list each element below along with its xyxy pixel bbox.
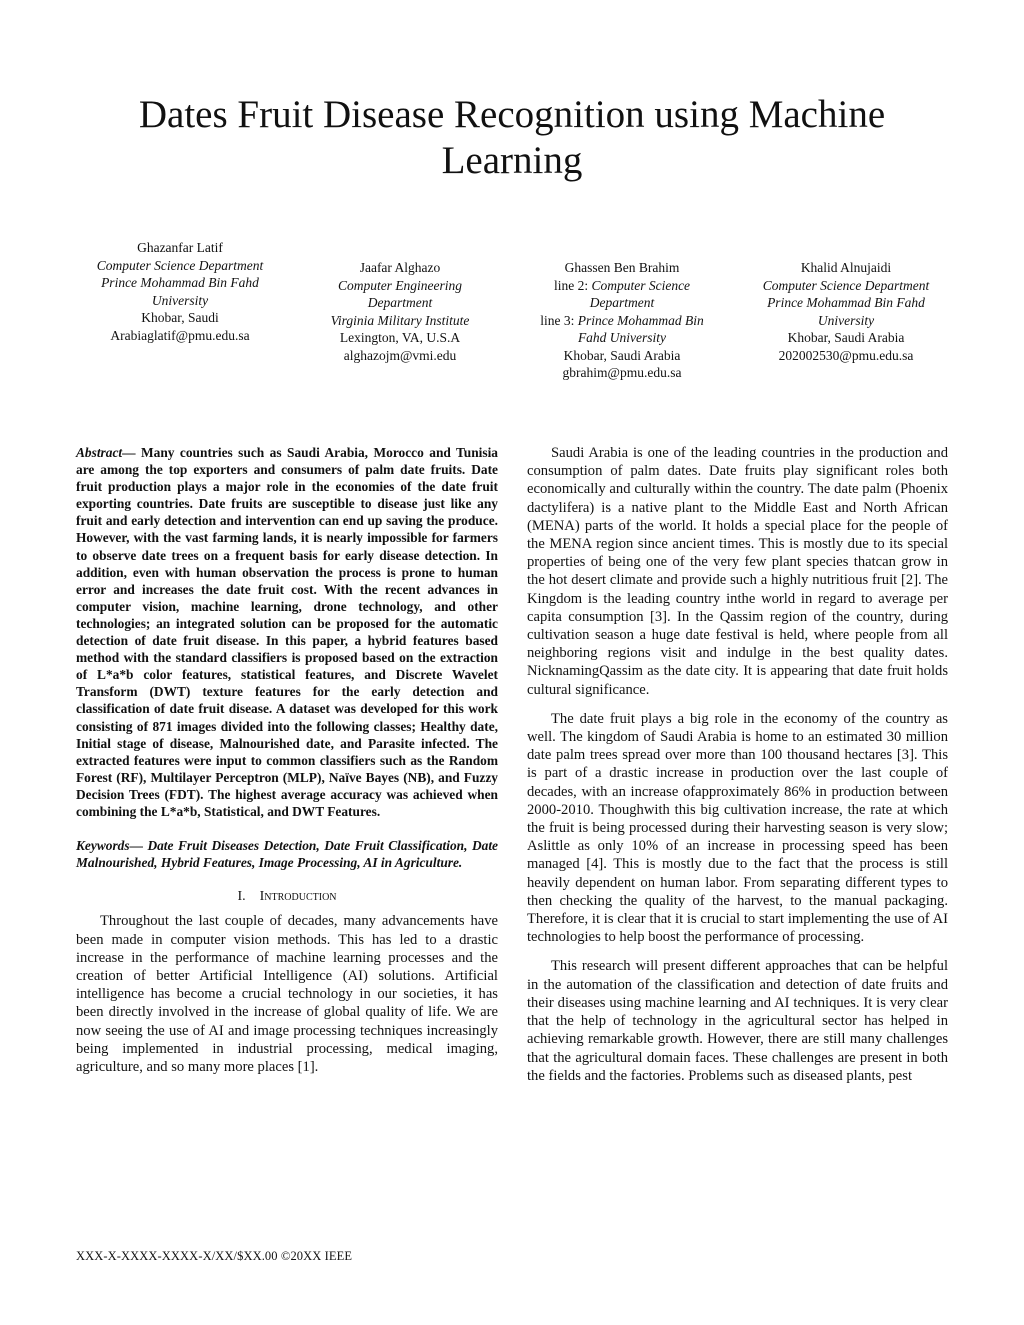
paper-title: Dates Fruit Disease Recognition using Machine Learning [138, 93, 886, 182]
author-block-4 [746, 259, 946, 364]
author-affiliation: Department [589, 295, 655, 310]
abstract [76, 444, 498, 820]
author-name: Ghassen Ben Brahim [564, 260, 680, 275]
author-location: Khobar, Saudi Arabia [787, 330, 905, 345]
right-column [527, 444, 948, 1085]
keywords: Keywords— Date Fruit Diseases Detection, Date Fruit Classification, Date Malnourished, Hybrid Features, Image Processing, AI in Agriculture. [76, 838, 498, 871]
affiliation-text: Computer Science [591, 277, 691, 293]
author-affiliation: University [817, 312, 875, 328]
copyright-footer: XXX-X-XXXX-XXXX-X/XX/$XX.00 ©20XX IEEE [76, 1249, 353, 1263]
author-affiliation: Fahd University [577, 330, 667, 345]
line-prefix: line 3: [540, 312, 578, 328]
author-name: Ghazanfar Latif [137, 240, 223, 255]
author-affiliation: Department [367, 295, 433, 310]
author-email: gbrahim@pmu.edu.sa [562, 365, 682, 380]
body-paragraph: This research will present different approaches that can be helpful in the automation of the classification and detection of date fruits and their diseases using machine learning and AI techniques. It is very clear that the help of technology in the agricultural sector has helped in achieving remarkable growth. However, there are still many challenges that the agricultural domain faces. These challenges are present in both the fields and the factories. Problems such as diseased plants, pest [527, 958, 948, 1084]
author-email: alghazojm@vmi.edu [343, 347, 457, 363]
section-heading [76, 888, 498, 906]
author-affiliation: Virginia Military Institute [330, 312, 470, 328]
author-email: 202002530@pmu.edu.sa [778, 347, 914, 363]
section-title: Introduction [259, 889, 337, 905]
line-prefix: line 2: [553, 277, 592, 293]
body-paragraph: The date fruit plays a big role in the economy of the country as well. The kingdom of Saudi Arabia is home to an estimated 30 million date palm trees spread over more than 100 thousand hectares [3]. This is part of a drastic increase in production over the last couple of decades, with an increase ofapproximately 86% in production between 2000-2010. Thoughwith this big cultivation increase, the rate at which the fruit is being processed during their harvesting season is very slow; Aslittle as only 10% of an increase in processing speed has been managed [4]. This is mostly due to the fact that the process is still heavily dependent on human labor. From separating different types to then checking the quality of the harvest, to the manual packaging. Therefore, it is clear that it is crucial to start implementing the use of AI technologies to help boost the performance of processing. [527, 710, 948, 946]
author-affiliation: Computer Science Department [762, 277, 930, 293]
author-email: Arabiaglatif@pmu.edu.sa [110, 327, 250, 343]
author-affiliation: University [151, 292, 209, 308]
affiliation-text: Prince Mohammad Bin [577, 312, 704, 328]
intro-paragraph: Throughout the last couple of decades, many advancements have been made in computer vision methods. This has led to a drastic increase in the performance of machine learning processes and the creation of better Artificial Intelligence (AI) solutions. Artificial intelligence has become a crucial technology in our societies, it has been directly involved in the increase of global quality of life. We are now seeing the use of AI and image processing techniques increasingly being implemented in industrial processing, medical imaging, agriculture, and so many more places [1]. [76, 913, 498, 1076]
author-block-3 [522, 259, 722, 382]
abstract-label: Abstract [76, 445, 123, 460]
author-name: Jaafar Alghazo [359, 260, 441, 275]
section-number: I. [237, 889, 246, 905]
left-column [76, 444, 498, 1076]
abstract-text: Many countries such as Saudi Arabia, Morocco and Tunisia are among the top exporters and consumers of palm date fruits. Date fruit production plays a major role in the economies of the date fruit exporting countries. Date fruits are susceptible to disease just like any fruit and early detection and intervention can end up saving the produce. However, with the vast farming lands, it is nearly impossible for farmers to observe date trees on a frequent basis for early disease detection. In addition, even with human observation the process is prone to human error and increases the date fruit cost. With the recent advances in computer vision, machine learning, drone technology, and other technologies; an integrated solution can be proposed for the automatic detection of date fruit disease. In this paper, a hybrid features based method with the standard classifiers is proposed based on the extraction of L*a*b color features, statistical features, and Discrete Wavelet Transform (DWT) texture features for the early detection and classification of date fruit disease. A dataset was developed for this work consisting of 871 images divided into the following classes; Healthy date, Initial stage of disease, Malnourished date, and Parasite infected. The extracted features were input to common classifiers such as the Random Forest (RF), Multilayer Perceptron (MLP), Naïve Bayes (NB), and Fuzzy Decision Trees (FDT). The highest average accuracy was achieved when combining the L*a*b, Statistical, and DWT Features. [76, 445, 498, 819]
body-paragraph: Saudi Arabia is one of the leading countries in the production and consumption of palm dates. Date fruits play significant roles both economically and culturally within the country. The date palm (Phoenix dactylifera) is a native plant to the Middle East and North African (MENA) parts of the world. It holds a special place for the people of the MENA region since ancient times. This is mostly due to its special properties of being one of the very few plant species thatcan grow in the hot desert climate and provide such a highly nutritious fruit [2]. The Kingdom is the leading country inthe world in regard to average per capita consumption [3]. In the Qassim region of the country, during cultivation season a huge date festival is held, where people from all neighboring regions visit and indulge in the best quality dates. NicknamingQassim as the date city. It is appearing that date fruit holds cultural significance. [527, 445, 948, 698]
author-affiliation [522, 312, 722, 330]
author-affiliation: Computer Engineering [337, 277, 463, 293]
abstract-dash: — [122, 445, 136, 460]
author-block-2 [310, 259, 490, 364]
author-affiliation: Computer Science Department [96, 257, 264, 273]
author-affiliation: Prince Mohammad Bin Fahd [101, 275, 259, 290]
author-affiliation: Prince Mohammad Bin Fahd [767, 295, 925, 310]
author-name: Khalid Alnujaidi [800, 260, 892, 275]
author-location: Lexington, VA, U.S.A [339, 330, 461, 345]
author-location: Khobar, Saudi [141, 310, 219, 325]
author-location: Khobar, Saudi Arabia [563, 347, 681, 363]
author-affiliation [522, 277, 722, 295]
author-block-1 [80, 239, 280, 344]
